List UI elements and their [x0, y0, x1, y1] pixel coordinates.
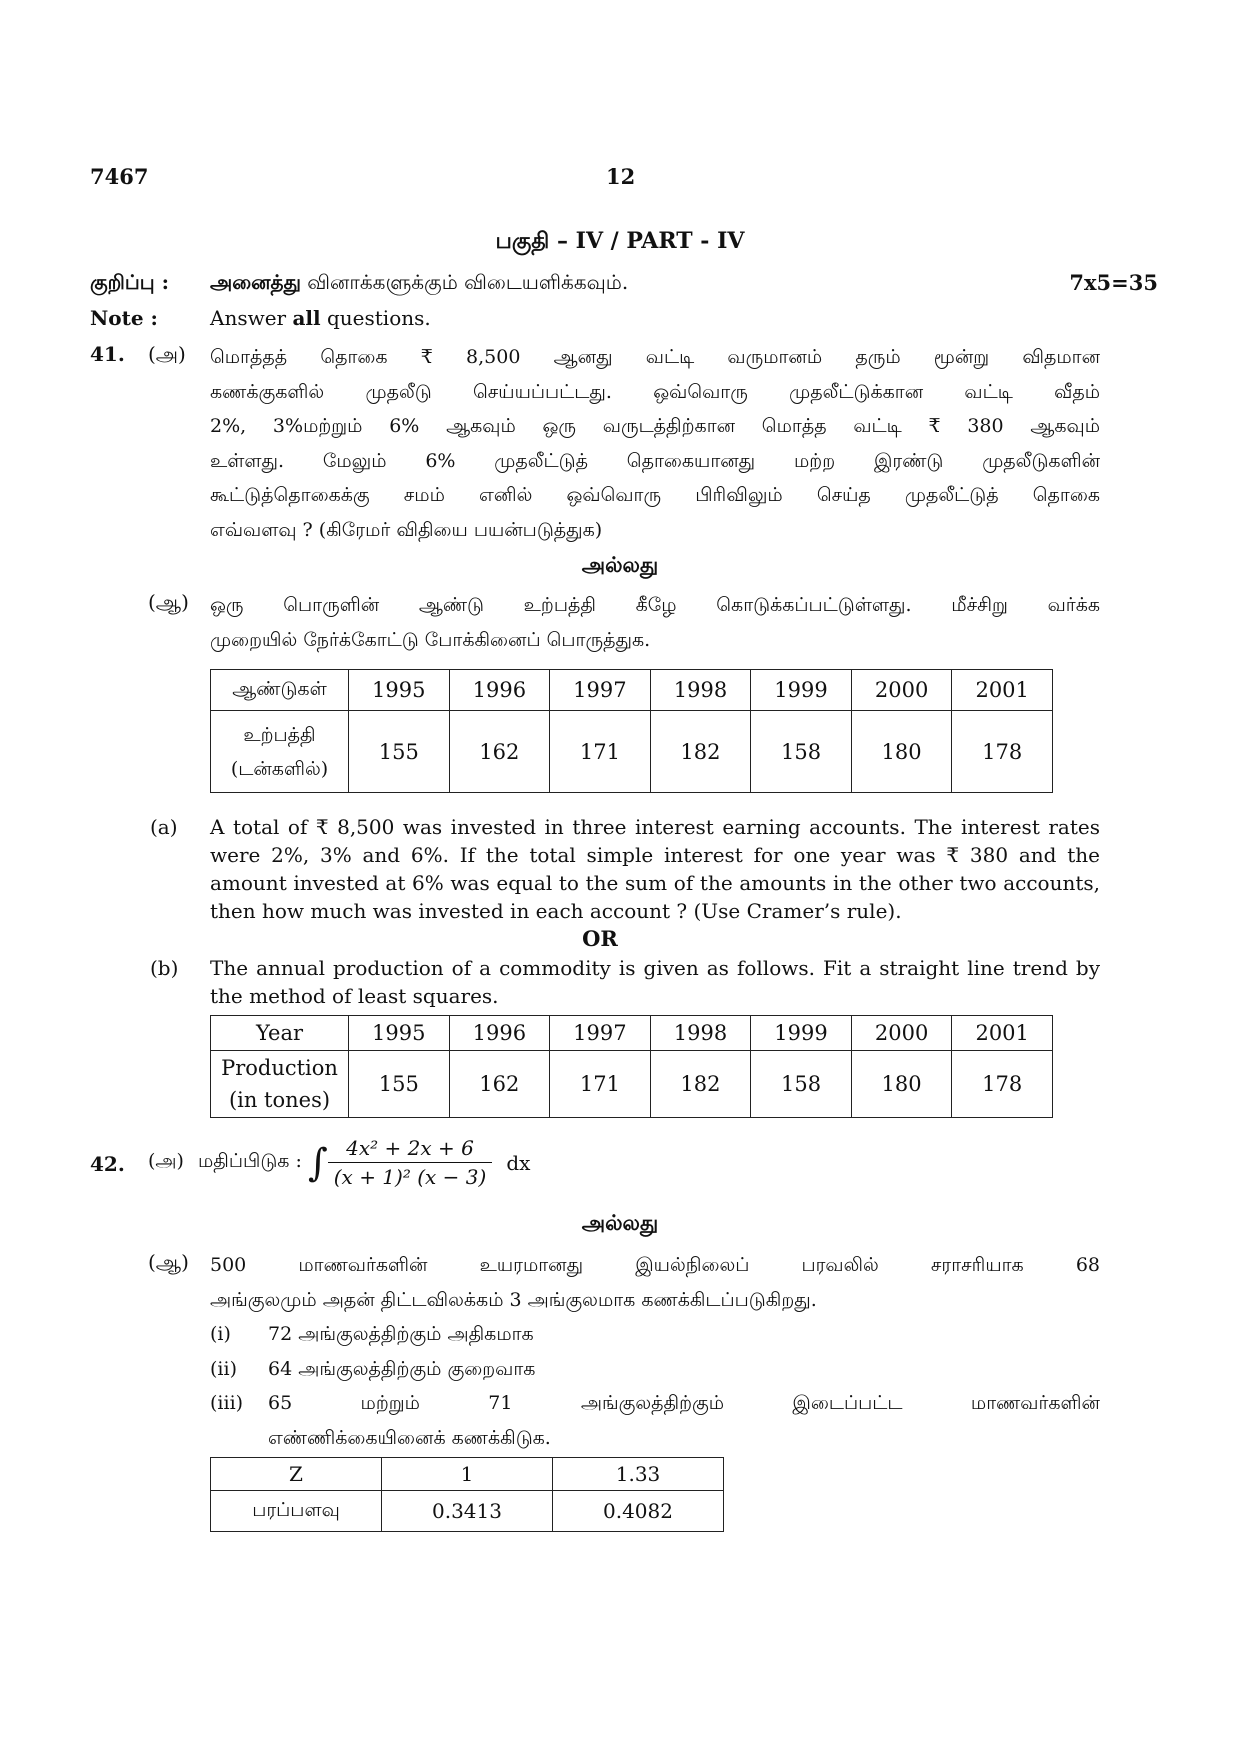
- q41-b-en-line: the method of least squares.: [210, 984, 499, 1008]
- production-cell: 178: [952, 711, 1053, 793]
- q41-b-label-en: (b): [150, 956, 179, 980]
- z-area-table: [210, 1457, 724, 1532]
- q42-a: [148, 1136, 530, 1189]
- row-label-line: (in tones): [228, 1088, 331, 1112]
- production-table-english: [210, 1015, 1053, 1118]
- note-english-post: questions.: [326, 306, 431, 330]
- sub-text-continued: எண்ணிக்கையினைக் கணக்கிடுக.: [268, 1426, 551, 1449]
- q41-a-en-line: were 2%, 3% and 6%. If the total simple interest for one year was ₹ 380 and the: [210, 843, 1100, 867]
- list-item: [210, 1317, 1100, 1352]
- year-cell: 1996: [449, 1016, 550, 1051]
- sub-label: (ii): [210, 1357, 237, 1380]
- list-item: [210, 1386, 1100, 1421]
- note-english-bold: all: [292, 306, 321, 330]
- q42-a-instruction: மதிப்பிடுக :: [198, 1150, 302, 1172]
- z-label-cell: Z: [211, 1458, 382, 1491]
- list-item: [210, 1352, 1100, 1387]
- production-cell: 178: [952, 1051, 1053, 1118]
- z-value-cell: 1: [382, 1458, 553, 1491]
- integral-numerator: 4x² + 2x + 6: [328, 1136, 493, 1163]
- year-cell: 2000: [851, 670, 952, 711]
- row-label-line: உற்பத்தி: [243, 723, 316, 746]
- q41-a-en-line: A total of ₹ 8,500 was invested in three interest earning accounts. The interest rates: [210, 815, 1100, 839]
- q41-a-ta-line: 2%, 3%மற்றும் 6% ஆகவும் ஒரு வருடத்திற்கான மொத்த வட்டி ₹ 380 ஆகவும்: [210, 415, 1100, 437]
- year-cell: 1999: [751, 670, 852, 711]
- year-cell: 1996: [449, 670, 550, 711]
- production-cell: 180: [851, 1051, 952, 1118]
- list-item: [210, 1421, 1100, 1456]
- q41-a-ta-line: கூட்டுத்தொகைக்கு சமம் எனில் ஒவ்வொரு பிரிவிலும் செய்த முதலீட்டுத் தொகை: [210, 484, 1100, 506]
- q41-a-ta-line: எவ்வளவு ? (கிரேமர் விதியை பயன்படுத்துக): [210, 518, 603, 541]
- q41-a-label-ta: (அ): [148, 342, 186, 366]
- production-cell: 182: [650, 711, 751, 793]
- sub-label: (i): [210, 1323, 231, 1345]
- production-cell: 162: [449, 711, 550, 793]
- q41-a-ta-line: உள்ளது. மேலும் 6% முதலீட்டுத் தொகையானது மற்ற இரண்டு முதலீடுகளின்: [210, 449, 1100, 472]
- q41-a-en-line: amount invested at 6% was equal to the sum of the amounts in the other two accounts,: [210, 871, 1100, 895]
- q41-a-en-line: then how much was invested in each account ? (Use Cramer’s rule).: [210, 899, 902, 923]
- q41-or-english: OR: [582, 926, 618, 951]
- production-cell: 182: [650, 1051, 751, 1118]
- table-header-cell: ஆண்டுகள்: [211, 670, 349, 711]
- q41-a-ta-line: மொத்தத் தொகை ₹ 8,500 ஆனது வட்டி வருமானம் தரும் மூன்று விதமான: [210, 346, 1100, 368]
- sub-label: (iii): [210, 1392, 244, 1414]
- integral-fraction: [328, 1136, 493, 1189]
- q41-a-ta-line: கணக்குகளில் முதலீடு செய்யப்பட்டது. ஒவ்வொரு முதலீட்டுக்கான வட்டி வீதம்: [210, 380, 1100, 403]
- integral-sign-icon: ∫: [307, 1140, 328, 1185]
- q41-b-ta-line: ஒரு பொருளின் ஆண்டு உற்பத்தி கீழே கொடுக்கப்பட்டுள்ளது. மீச்சிறு வர்க்க: [210, 594, 1100, 616]
- production-cell: 171: [550, 711, 651, 793]
- q42-b-label: (ஆ): [148, 1250, 189, 1274]
- q41-b-ta-line: முறையில் நேர்க்கோட்டு போக்கினைப் பொருத்துக.: [210, 628, 651, 651]
- q41-a-label-en: (a): [150, 815, 178, 839]
- year-cell: 2001: [952, 670, 1053, 711]
- table-header-cell: [211, 711, 349, 793]
- q42-or-tamil: அல்லது: [581, 1210, 659, 1235]
- year-cell: 1995: [349, 670, 450, 711]
- production-cell: 155: [349, 1051, 450, 1118]
- year-cell: 1999: [751, 1016, 852, 1051]
- part-title: பகுதி – IV / PART - IV: [495, 228, 745, 254]
- year-cell: 2000: [851, 1016, 952, 1051]
- area-label-cell: பரப்பளவு: [211, 1491, 382, 1532]
- q41-b-label-ta: (ஆ): [148, 590, 189, 614]
- q41-a-tamil: [210, 340, 1100, 547]
- q42-sub-list: [210, 1317, 1100, 1455]
- sub-text: 65 மற்றும் 71 அங்குலத்திற்கும் இடைப்பட்ட மாணவர்களின்: [268, 1392, 1100, 1414]
- year-cell: 2001: [952, 1016, 1053, 1051]
- area-value-cell: 0.4082: [553, 1491, 724, 1532]
- q41-or-tamil: அல்லது: [581, 552, 659, 577]
- sub-text: 72 அங்குலத்திற்கும் அதிகமாக: [268, 1323, 534, 1345]
- q42-b-ta-line: 500 மாணவர்களின் உயரமானது இயல்நிலைப் பரவலில் சராசரியாக 68: [210, 1254, 1100, 1276]
- year-cell: 1998: [650, 670, 751, 711]
- note-tamil-label: குறிப்பு :: [90, 270, 169, 294]
- row-label-line: Production: [221, 1056, 338, 1080]
- note-english: [90, 304, 431, 332]
- note-tamil-bold: அனைத்து: [210, 270, 301, 294]
- marks-allocation: 7x5=35: [1069, 270, 1158, 295]
- table-header-cell: Year: [211, 1016, 349, 1051]
- year-cell: 1997: [550, 1016, 651, 1051]
- integral-dx: dx: [506, 1150, 531, 1175]
- q42-number: 42.: [90, 1152, 125, 1176]
- year-cell: 1995: [349, 1016, 450, 1051]
- table-header-cell: [211, 1051, 349, 1118]
- q41-number: 41.: [90, 342, 125, 366]
- production-cell: 180: [851, 711, 952, 793]
- row-label-line: (டன்களில்): [230, 757, 329, 780]
- note-english-label: Note :: [90, 306, 158, 330]
- q42-b-ta-line: அங்குலமும் அதன் திட்டவிலக்கம் 3 அங்குலமாக கணக்கிடப்படுகிறது.: [210, 1288, 817, 1311]
- note-english-pre: Answer: [210, 306, 287, 330]
- note-tamil-rest: வினாக்களுக்கும் விடையளிக்கவும்.: [307, 270, 629, 294]
- note-tamil: [90, 268, 629, 296]
- q42-a-label: (அ): [148, 1150, 184, 1172]
- production-table-tamil: [210, 669, 1053, 793]
- z-value-cell: 1.33: [553, 1458, 724, 1491]
- q42-b-tamil: [210, 1248, 1100, 1317]
- area-value-cell: 0.3413: [382, 1491, 553, 1532]
- q41-b-en-line: The annual production of a commodity is given as follows. Fit a straight line trend by: [210, 956, 1100, 980]
- production-cell: 158: [751, 1051, 852, 1118]
- paper-code: 7467: [90, 164, 149, 189]
- q41-a-english: [210, 813, 1100, 925]
- year-cell: 1997: [550, 670, 651, 711]
- sub-text: 64 அங்குலத்திற்கும் குறைவாக: [268, 1357, 536, 1380]
- q41-b-tamil: [210, 588, 1100, 657]
- production-cell: 171: [550, 1051, 651, 1118]
- year-cell: 1998: [650, 1016, 751, 1051]
- production-cell: 155: [349, 711, 450, 793]
- production-cell: 158: [751, 711, 852, 793]
- production-cell: 162: [449, 1051, 550, 1118]
- integral-denominator: (x + 1)² (x − 3): [333, 1165, 487, 1189]
- page-number: 12: [606, 164, 636, 189]
- q41-b-english: [210, 954, 1100, 1010]
